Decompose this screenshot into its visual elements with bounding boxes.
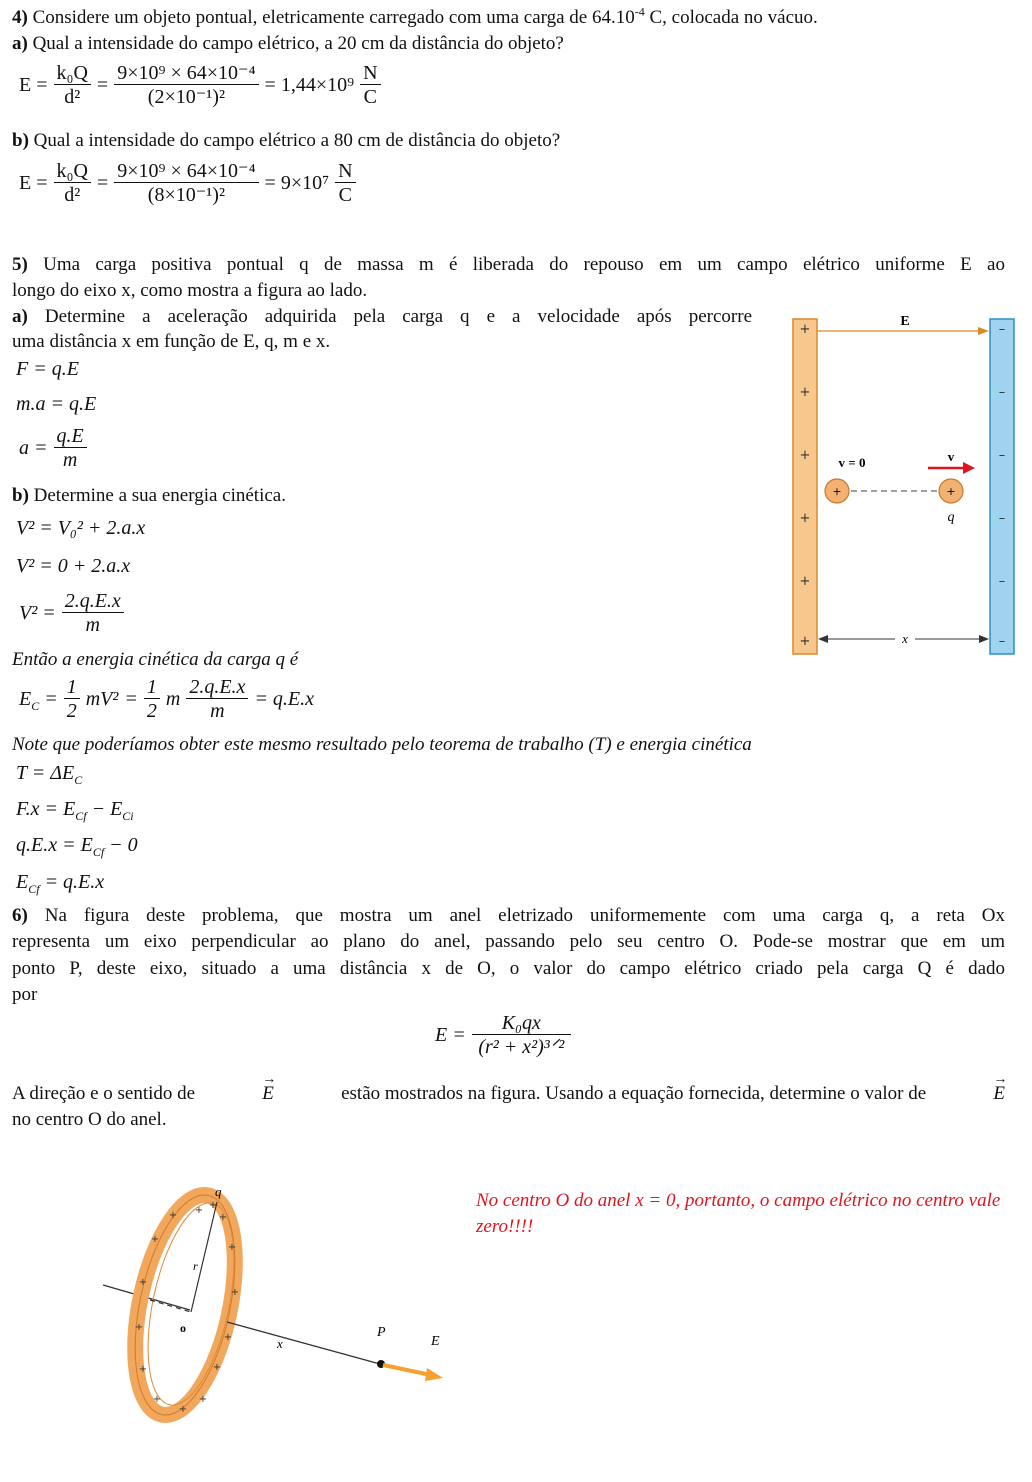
q5a-label: a) [12, 306, 28, 327]
x-axis-label: x [277, 1336, 283, 1351]
q5a-text1: Determine a aceleração adquirida pela carga q e a velocidade após percorre [44, 306, 753, 327]
svg-text:+: + [134, 1322, 144, 1333]
q4b-k-den: d² [64, 184, 81, 206]
q4-number: 4) [12, 7, 28, 28]
svg-text:–: – [998, 322, 1006, 337]
svg-text:+: + [178, 1404, 188, 1415]
v-label: v [947, 449, 955, 464]
q4b-value-fraction [114, 160, 258, 207]
q6-dir-text1: A direção e o sentido de [12, 1083, 196, 1104]
q6-formula-num: K₀qx [472, 1012, 571, 1035]
q-ring-label: q [215, 1184, 222, 1199]
q4-intro-end: C, colocada no vácuo. [644, 7, 818, 28]
svg-text:+: + [194, 1205, 204, 1216]
svg-text:+: + [152, 1394, 162, 1405]
q4-statement [12, 6, 818, 30]
q5-v3-fraction [62, 590, 124, 637]
q5-eq3-fraction [54, 425, 87, 472]
q6-vector-e-1: → E [262, 1072, 277, 1104]
svg-text:+: + [198, 1394, 208, 1405]
svg-text:–: – [998, 634, 1006, 649]
q6-vector-e-2: → E [993, 1072, 1008, 1104]
q6-number: 6) [12, 905, 28, 926]
q5-ec-fraction: $\frac{2.q.E.x}{m}$ [186, 676, 248, 723]
q5-eq3-den: m [62, 449, 78, 471]
o-label: o [180, 1321, 186, 1335]
x-label: x [902, 631, 908, 646]
q6-ring-figure [95, 1180, 455, 1430]
q5-ec-half-1: $\frac{1}{2}$ [64, 676, 80, 723]
q5-ec-m: m [165, 688, 181, 710]
r-label: r [193, 1259, 198, 1273]
q5-ec-equation: $E_C$ = $\frac{1}{2}$ mV² = $\frac{1}{2}$ m $\frac{2.q.E.x}{m}$ = q.E.x [19, 676, 315, 722]
q4-intro: Considere um objeto pontual, eletricamente carregado com uma carga de 64.10 [32, 7, 635, 28]
q4b-lhs: E = [19, 172, 48, 194]
svg-text:+: + [230, 1287, 240, 1298]
q5a-line1 [12, 305, 752, 329]
q5-note: Note que poderíamos obter este mesmo resultado pelo teorema de trabalho (T) e energia cinética [12, 734, 752, 755]
svg-text:+: + [218, 1212, 228, 1223]
v0-label: v = 0 [838, 455, 866, 470]
q4b-unit-den: C [338, 184, 352, 206]
q4b-unit [335, 160, 355, 207]
svg-text:+: + [799, 322, 811, 337]
svg-text:+: + [799, 385, 811, 400]
positive-plate [793, 319, 817, 654]
q4b-num: 9×10⁹ × 64×10⁻⁴ [114, 160, 258, 183]
q5-t3: $q.E.x = E_{Cf} - 0$ [16, 834, 138, 859]
q4b-k-fraction [54, 160, 91, 207]
q5-ec-half-2: $\frac{1}{2}$ [144, 676, 160, 723]
q4a-num: 9×10⁹ × 64×10⁻⁴ [114, 62, 258, 85]
svg-text:+: + [799, 634, 811, 649]
q5b-question [12, 484, 286, 508]
q4a-equation: E = $\frac{\text{k₀Q}}{\text{d²}}$ = $\frac{\text{9×10⁹ × 64×10⁻⁴}}{\text{(2×10⁻¹)²}}$ = 1,44×10⁹ $\frac{N}{C}$ [16, 62, 384, 109]
q5-v1: V² = V₀² + 2.a.x [16, 517, 146, 539]
q4b-result: = 9×10⁷ [264, 172, 330, 194]
p-label: P [377, 1325, 386, 1340]
svg-text:+: + [138, 1364, 148, 1375]
q4a-question [12, 32, 564, 56]
q5b-text: Determine a sua energia cinética. [33, 485, 286, 506]
q5-v3-lhs: V² = [19, 602, 56, 624]
svg-text:+: + [138, 1277, 148, 1288]
q5-eq3-lhs: a = [19, 437, 48, 459]
q4b-den: (8×10⁻¹)² [147, 184, 225, 206]
negative-plate [990, 319, 1014, 654]
q6-text1: Na figura deste problema, que mostra um anel eletrizado uniformemente com uma carga q, a reta Ox [44, 905, 1006, 926]
q5-then-text: Então a energia cinética da carga q é [12, 649, 299, 670]
q5-ec-mv: mV² [85, 688, 119, 710]
q4a-lhs: E = [19, 74, 48, 96]
q5-v3-num: 2.q.E.x [62, 590, 124, 613]
q-label: q [947, 510, 955, 525]
q4a-k-fraction [54, 62, 91, 109]
q6-line2: representa um eixo perpendicular ao plano do anel, passando pelo seu centro O. Pode-se mostrar que em um [12, 931, 1005, 952]
q4b-label: b) [12, 130, 29, 151]
q6-dir-text3: no centro O do anel. [12, 1109, 167, 1130]
q5-v2: V² = 0 + 2.a.x [16, 555, 131, 577]
q4-intro-exp: -4 [634, 4, 645, 19]
q5-number: 5) [12, 254, 28, 275]
svg-text:–: – [998, 511, 1006, 526]
q5-field-figure [785, 305, 1020, 660]
svg-text:+: + [223, 1332, 233, 1343]
svg-text:+: + [208, 1200, 218, 1211]
q6-answer: No centro O do anel x = 0, portanto, o campo elétrico no centro vale zero!!!! [476, 1190, 1001, 1237]
svg-text:+: + [212, 1362, 222, 1373]
svg-text:+: + [799, 511, 811, 526]
q6-direction-line [12, 1072, 1008, 1106]
q5-intro-text1: Uma carga positiva pontual q de massa m é liberada do repouso em um campo elétrico uniforme E ao [43, 254, 1005, 275]
q6-formula-fraction [472, 1012, 571, 1059]
q6-line4: por [12, 984, 38, 1005]
svg-text:–: – [998, 574, 1006, 589]
q5b-label: b) [12, 485, 29, 506]
svg-text:+: + [799, 448, 811, 463]
svg-text:+: + [150, 1234, 160, 1245]
q6-formula-lhs: E = [435, 1024, 466, 1046]
svg-text:+: + [799, 574, 811, 589]
q5-ec-result: = q.E.x [254, 688, 315, 710]
q4a-k-den: d² [64, 86, 81, 108]
q5-ec-lhs: $E_C$ = [19, 688, 58, 713]
svg-text:+: + [168, 1210, 178, 1221]
q4a-k-num: k₀Q [54, 62, 91, 85]
q5-eq1: F = q.E [16, 358, 79, 380]
q6-formula-den: (r² + x²)³ᐟ² [478, 1036, 565, 1058]
q5-t4: $E_{Cf} = q.E.x$ [16, 871, 105, 896]
field-label: E [900, 314, 910, 329]
q4a-result: = 1,44×10⁹ [264, 74, 355, 96]
svg-text:+: + [832, 485, 842, 498]
q6-formula [432, 1012, 574, 1059]
q4a-unit-den: C [363, 86, 377, 108]
q4a-unit [360, 62, 380, 109]
q4b-question [12, 129, 560, 153]
q5-eq2: m.a = q.E [16, 393, 97, 415]
svg-text:+: + [946, 485, 956, 498]
q4a-den: (2×10⁻¹)² [147, 86, 225, 108]
q5a-line2: uma distância x em função de E, q, m e x. [12, 331, 331, 352]
q4b-equation: E = $\frac{\text{k₀Q}}{\text{d²}}$ = $\frac{\text{9×10⁹ × 64×10⁻⁴}}{\text{(8×10⁻¹)²}}$ = 9×10⁷ $\frac{N}{C}$ [16, 160, 359, 207]
q5-t2: $F.x = E_{Cf} - E_{Ci}$ [16, 798, 134, 823]
svg-text:–: – [998, 385, 1006, 400]
q5-t1: $T = \Delta E_C$ [16, 762, 83, 787]
q4b-unit-num: N [335, 160, 355, 183]
q4b-k-num: k₀Q [54, 160, 91, 183]
svg-text:–: – [998, 448, 1006, 463]
q5-eq3 [16, 425, 90, 472]
q6-line3: ponto P, deste eixo, situado a uma distância x de O, o valor do campo elétrico criado pela carga Q é dado [12, 958, 1005, 979]
q5-intro-line2: longo do eixo x, como mostra a figura ao lado. [12, 280, 368, 301]
q5-eq3-num: q.E [54, 425, 87, 448]
q6-dir-text2: estão mostrados na figura. Usando a equação fornecida, determine o valor de [341, 1083, 927, 1104]
svg-text:+: + [227, 1242, 237, 1253]
q6-line1 [12, 903, 1005, 929]
q4a-unit-num: N [360, 62, 380, 85]
q4a-label: a) [12, 33, 28, 54]
q4a-text: Qual a intensidade do campo elétrico, a 20 cm da distância do objeto? [32, 33, 564, 54]
q5-v3 [16, 590, 127, 637]
q5-v3-den: m [85, 614, 100, 636]
q4a-value-fraction [114, 62, 258, 109]
e-ring-label: E [431, 1334, 440, 1349]
q4b-text: Qual a intensidade do campo elétrico a 80 cm de distância do objeto? [33, 130, 561, 151]
q5-intro-line1 [12, 252, 1005, 278]
